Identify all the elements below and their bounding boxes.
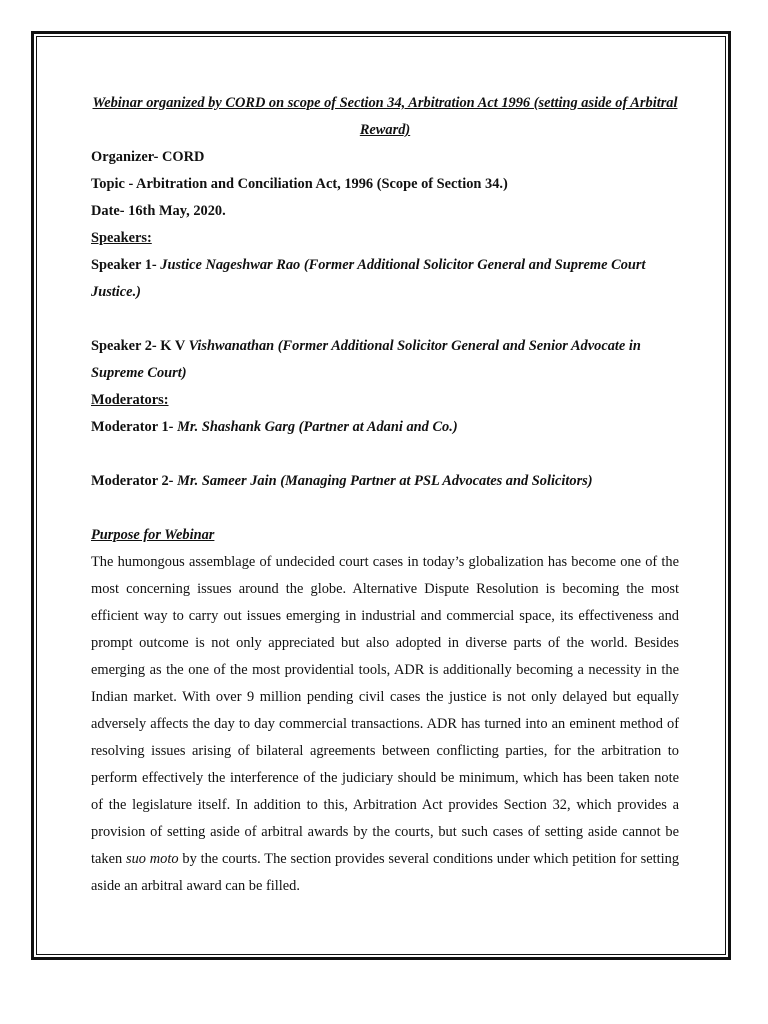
date-line: Date- 16th May, 2020. [91,203,226,219]
document-body [91,90,679,900]
purpose-paragraph [91,549,679,900]
moderator-2-detail: Mr. Sameer Jain (Managing Partner at PSL Advocates and Solicitors) [177,473,593,489]
moderator-1 [91,414,679,441]
moderators-heading: Moderators: [91,392,169,408]
purpose-text-part-2: by the courts. The section provides several conditions under which petition for setting aside an arbitral award can be filled. [91,851,680,894]
purpose-text-italic: suo moto [125,851,179,867]
topic-line: Topic - Arbitration and Conciliation Act, 1996 (Scope of Section 34.) [91,176,508,192]
speaker-2-label: Speaker 2- K V [91,338,189,354]
moderator-1-label: Moderator 1- [91,419,178,435]
speakers-heading: Speakers: [91,230,152,246]
speaker-1-detail: Justice Nageshwar Rao (Former Additional Solicitor General and Supreme Court Justice.) [91,257,646,300]
purpose-heading: Purpose for Webinar [91,527,215,543]
speaker-2 [91,333,679,387]
purpose-text-part-1: The humongous assemblage of undecided court cases in today’s globalization has become one of the most concerning issues around the globe. Alternative Dispute Resolution is becoming the most efficient way to carry out issues emerging in industrial and commercial space, its effectiveness and prompt outcome is not only appreciated but also adopted in diverse parts of the world. Besides emerging as the one of the most providential tools, ADR is additionally becoming a necessity in the Indian market. With over 9 million pending civil cases the justice is not only delayed but equally adversely affects the day to day commercial transactions. ADR has turned into an eminent method of resolving issues arising of bilateral agreements between conflicting parties, for the arbitration to perform effectively the interference of the judiciary should be minimum, which has been taken note of the legislature itself. In addition to this, Arbitration Act provides Section 32, which provides a provision of setting aside of arbitral awards by the courts, but such cases of setting aside cannot be taken [91,554,679,867]
speaker-1 [91,252,679,306]
document-title: Webinar organized by CORD on scope of Section 34, Arbitration Act 1996 (setting aside of Arbitral Reward) [92,95,678,138]
organizer-line: Organizer- CORD [91,149,205,165]
moderator-2-label: Moderator 2- [91,473,178,489]
speaker-1-label: Speaker 1- [91,257,161,273]
moderator-1-detail: Mr. Shashank Garg (Partner at Adani and Co.) [177,419,458,435]
speaker-2-detail: Vishwanathan (Former Additional Solicitor General and Senior Advocate in Supreme Court) [91,338,641,381]
moderator-2 [91,468,679,495]
